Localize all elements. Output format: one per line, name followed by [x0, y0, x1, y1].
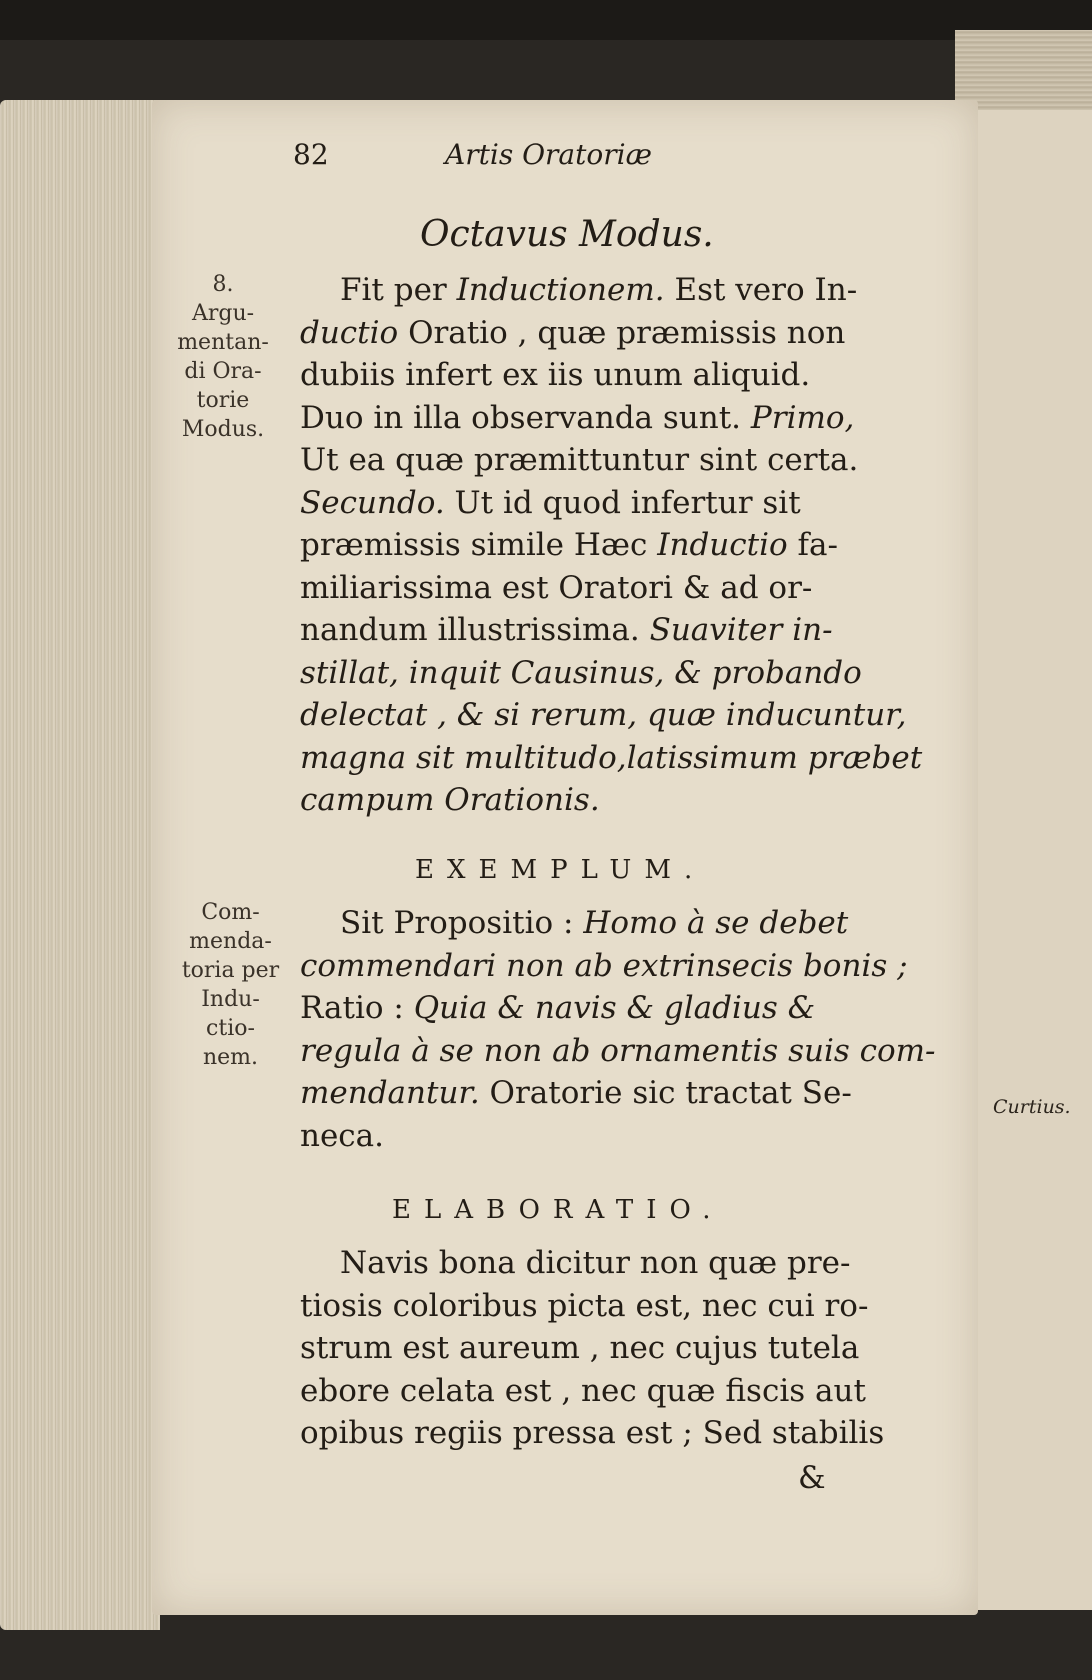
- margin-note-line: Modus.: [181, 417, 265, 442]
- italic-span: stillat, inquit Causinus, & probando: [300, 654, 862, 691]
- section-heading: Octavus Modus.: [420, 214, 714, 255]
- italic-span: regula à se non ab ornamentis suis com-: [300, 1032, 936, 1069]
- text-line: [300, 400, 854, 436]
- text-line: [300, 1033, 936, 1069]
- text-line: [300, 527, 838, 563]
- roman-span: Ut ea quæ præmittuntur sint certa.: [300, 442, 859, 478]
- margin-note-line: toria per: [181, 958, 280, 983]
- roman-span: tiosis coloribus picta est, nec cui ro-: [300, 1287, 869, 1324]
- page-number: 82: [293, 138, 329, 171]
- left-page-edges: [0, 100, 160, 1630]
- text-line: [300, 315, 845, 351]
- text-line: [300, 1415, 884, 1451]
- text-line: [340, 272, 857, 308]
- roman-span: Est vero In-: [664, 272, 858, 308]
- margin-note-line: Argu-: [191, 301, 255, 326]
- roman-span: Navis bona dicitur non quæ pre-: [340, 1245, 851, 1281]
- text-line: [300, 1288, 868, 1324]
- text-line: [300, 740, 922, 776]
- margin-note-line: Com-: [201, 900, 260, 925]
- margin-note-inductio: [168, 898, 293, 1072]
- elaboratio-heading: ELABORATIO.: [392, 1195, 724, 1225]
- italic-span: Suaviter in-: [649, 612, 833, 648]
- margin-note-line: ctio-: [206, 1016, 255, 1041]
- margin-note-line: mentan-: [177, 330, 269, 355]
- text-line: [300, 570, 812, 606]
- text-line: [300, 1330, 859, 1366]
- roman-span: Oratio , quæ præmissis non: [398, 314, 846, 351]
- margin-note-line: nem.: [202, 1045, 259, 1070]
- italic-span: Inductio: [657, 527, 788, 563]
- italic-span: Quia & navis & gladius &: [413, 990, 816, 1026]
- roman-span: dubiis infert ex iis unum aliquid.: [300, 357, 811, 393]
- right-page-edges: [955, 30, 1092, 110]
- italic-span: Homo à se debet: [583, 905, 849, 941]
- italic-span: mendantur.: [300, 1075, 480, 1111]
- text-line: [300, 442, 858, 478]
- roman-span: præmissis simile Hæc: [300, 527, 658, 563]
- italic-span: Secundo.: [300, 484, 445, 521]
- text-line: [300, 782, 600, 818]
- facing-page: [965, 110, 1092, 1610]
- italic-span: Primo,: [750, 399, 855, 436]
- roman-span: opibus regiis pressa est ; Sed stabilis: [300, 1415, 885, 1451]
- italic-span: ductio: [300, 314, 399, 351]
- exemplum-heading: EXEMPLUM.: [415, 855, 706, 885]
- roman-span: Oratorie sic tractat Se-: [479, 1075, 852, 1111]
- margin-note-line: menda-: [189, 929, 272, 954]
- roman-span: Fit per: [340, 272, 457, 308]
- text-line: [300, 357, 810, 393]
- roman-span: strum est aureum , nec cujus tutela: [300, 1330, 860, 1366]
- text-line: [300, 1118, 384, 1154]
- text-line: [300, 990, 815, 1026]
- text-line: [340, 1245, 850, 1281]
- text-line: [300, 612, 833, 648]
- text-line: [300, 1373, 866, 1409]
- roman-span: Ut id quod infertur sit: [444, 484, 801, 521]
- running-title: Artis Oratoriæ: [445, 138, 652, 171]
- roman-span: fa-: [787, 527, 838, 563]
- margin-note-line: di Ora-: [184, 359, 262, 384]
- italic-span: campum Orationis.: [300, 782, 600, 818]
- text-line: [300, 697, 906, 733]
- roman-span: ebore celata est , nec quæ fiscis aut: [300, 1372, 866, 1409]
- facing-page-margin-note: Curtius.: [993, 1096, 1071, 1118]
- italic-span: delectat , & si rerum, quæ inducuntur,: [300, 697, 907, 733]
- text-line: [300, 485, 801, 521]
- roman-span: Duo in illa observanda sunt.: [300, 399, 751, 436]
- text-line: [300, 1075, 852, 1111]
- text-line: [300, 948, 908, 984]
- italic-span: Inductionem.: [456, 272, 665, 308]
- roman-span: Ratio :: [300, 990, 414, 1026]
- roman-span: nandum illustrissima.: [300, 612, 650, 648]
- margin-note-line: 8.: [212, 272, 234, 297]
- roman-span: neca.: [300, 1117, 385, 1154]
- roman-span: miliarissima est Oratori & ad or-: [300, 569, 813, 606]
- text-line: [340, 905, 848, 941]
- roman-span: Sit Propositio :: [340, 905, 584, 941]
- italic-span: commendari non ab extrinsecis bonis ;: [300, 947, 908, 984]
- margin-note-modus: [168, 270, 278, 444]
- italic-span: magna sit multitudo,latissimum præbet: [300, 739, 923, 776]
- margin-note-line: Indu-: [201, 987, 260, 1012]
- margin-note-line: torie: [196, 388, 250, 413]
- text-line: [300, 655, 862, 691]
- catchword: &: [798, 1460, 826, 1496]
